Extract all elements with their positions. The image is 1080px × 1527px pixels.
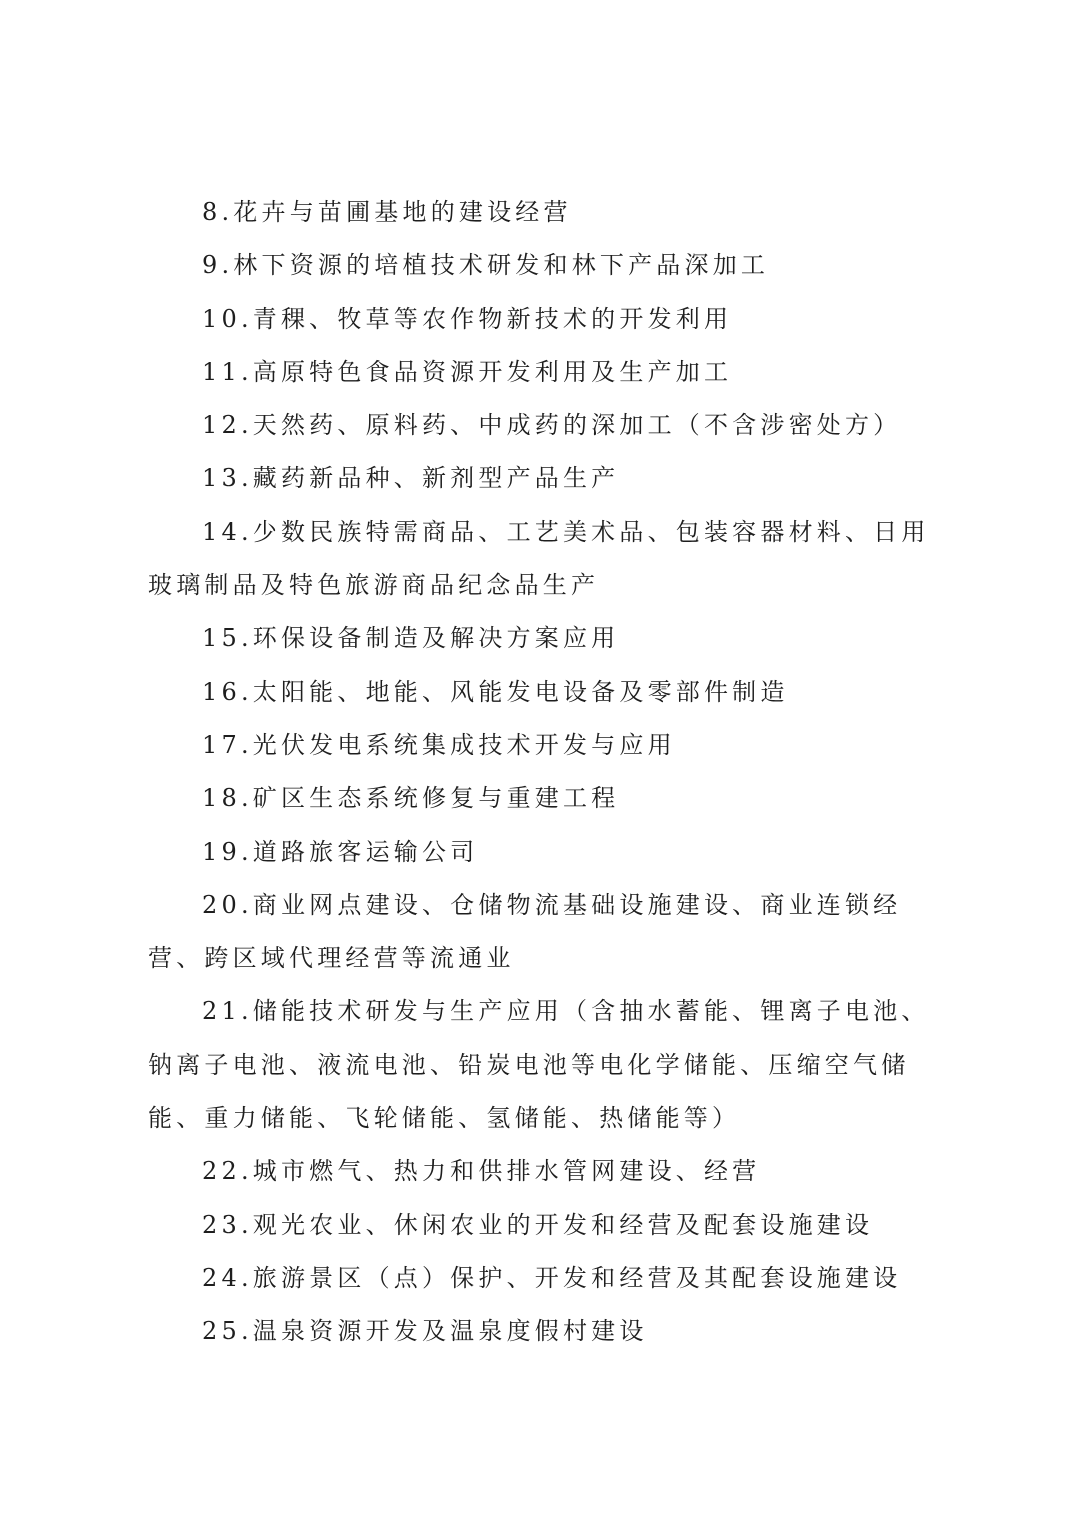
list-item: 15.环保设备制造及解决方案应用 (202, 624, 620, 653)
list-item: 24.旅游景区（点）保护、开发和经营及其配套设施建设 (202, 1263, 902, 1292)
list-item: 10.青稞、牧草等农作物新技术的开发利用 (202, 304, 733, 333)
list-item: 18.矿区生态系统修复与重建工程 (202, 784, 620, 813)
list-item: 21.储能技术研发与生产应用（含抽水蓄能、锂离子电池、钠离子电池、液流电池、铅炭电池等电化学储能、压缩空气储能、重力储能、飞轮储能、氢储能、热储能等） (148, 997, 930, 1133)
list-item: 20.商业网点建设、仓储物流基础设施建设、商业连锁经营、跨区域代理经营等流通业 (148, 890, 902, 973)
list-item: 19.道路旅客运输公司 (202, 837, 479, 866)
list-item: 23.观光农业、休闲农业的开发和经营及配套设施建设 (202, 1210, 874, 1239)
list-item: 8.花卉与苗圃基地的建设经营 (202, 198, 572, 226)
list-item: 9.林下资源的培植技术研发和林下产品深加工 (202, 251, 770, 280)
list-item: 16.太阳能、地能、风能发电设备及零部件制造 (202, 677, 789, 706)
document-body (148, 186, 938, 1359)
list-item: 14.少数民族特需商品、工艺美术品、包装容器材料、日用玻璃制品及特色旅游商品纪念品生产 (148, 517, 930, 600)
list-item: 17.光伏发电系统集成技术开发与应用 (202, 730, 676, 759)
list-item: 13.藏药新品种、新剂型产品生产 (202, 464, 620, 493)
list-item: 22.城市燃气、热力和供排水管网建设、经营 (202, 1157, 761, 1186)
list-item: 12.天然药、原料药、中成药的深加工（不含涉密处方） (202, 411, 902, 440)
list-item: 11.高原特色食品资源开发利用及生产加工 (202, 357, 733, 386)
list-item: 25.温泉资源开发及温泉度假村建设 (202, 1317, 648, 1346)
